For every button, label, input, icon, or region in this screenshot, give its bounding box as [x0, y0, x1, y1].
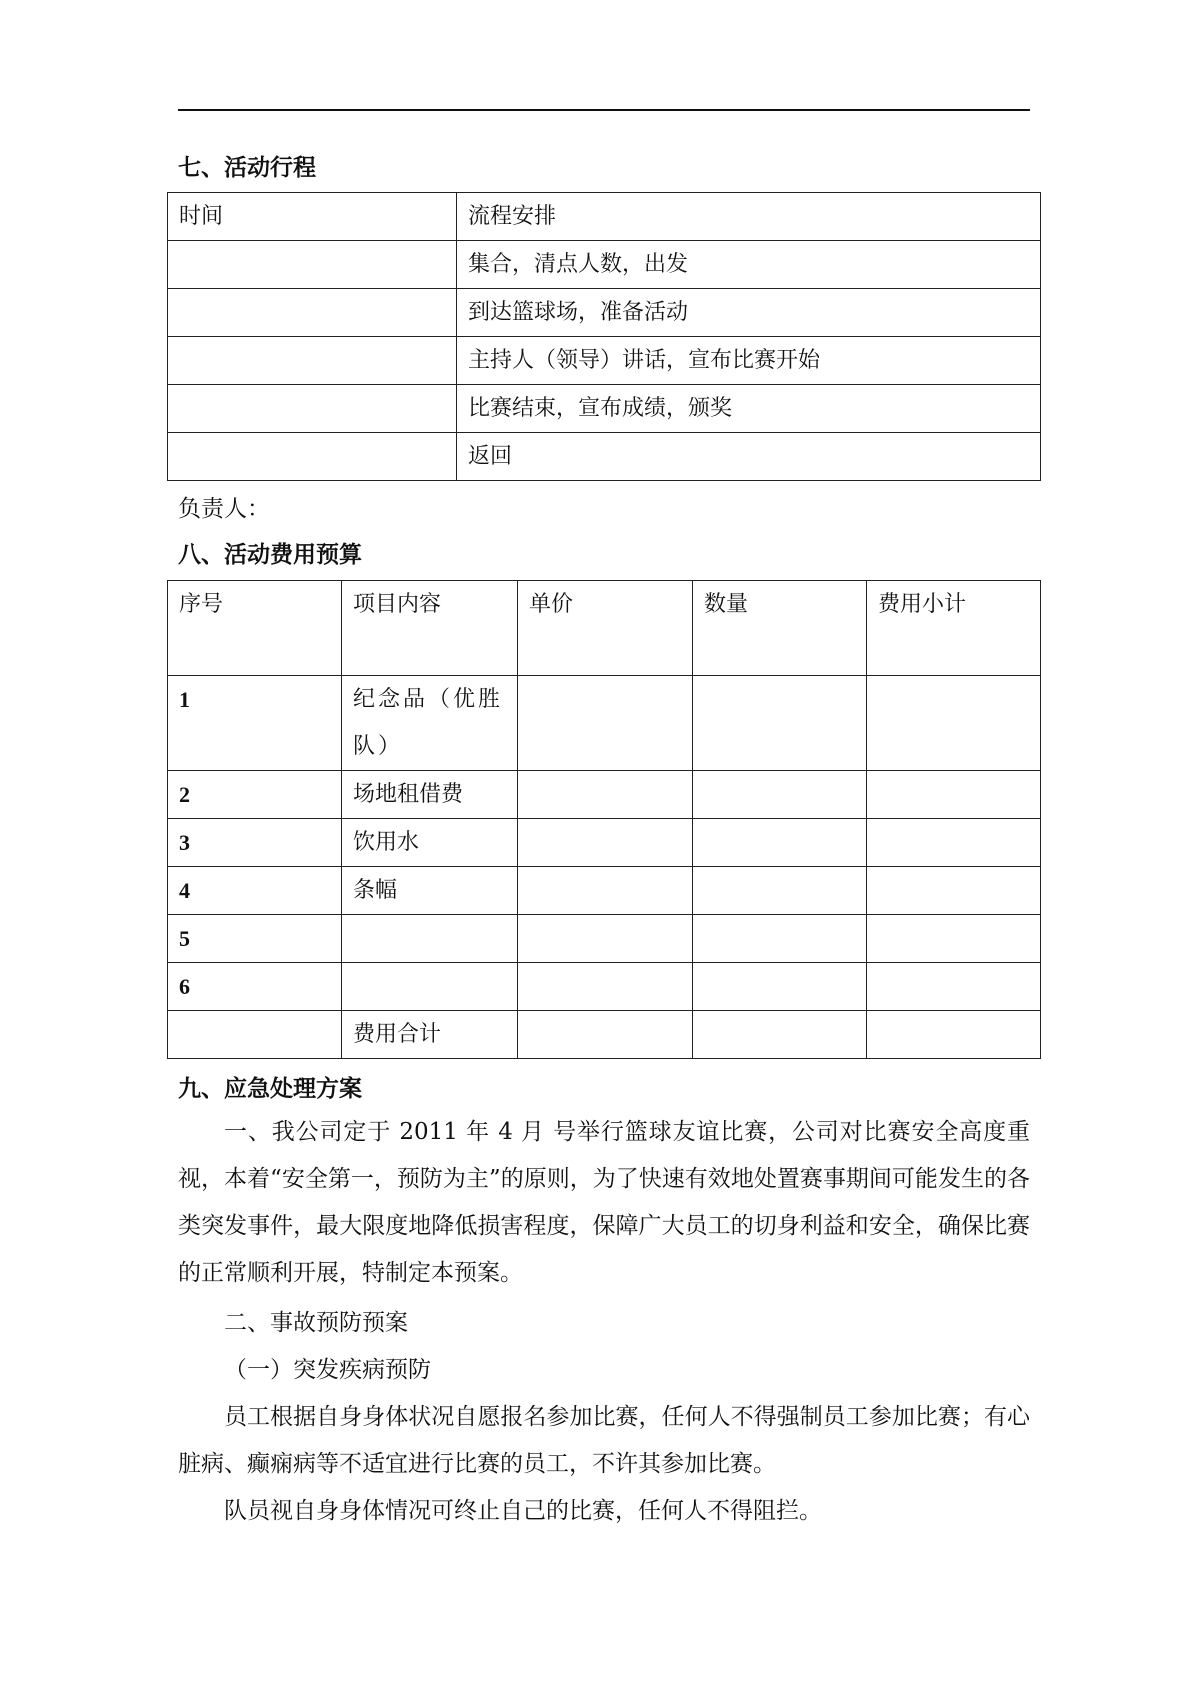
table-row [168, 289, 1041, 337]
table-header-row [168, 193, 1041, 241]
table-row [168, 385, 1041, 433]
unit-price-cell [518, 1011, 693, 1059]
schedule-table [167, 192, 1041, 481]
header-cell: 序号 [168, 581, 342, 676]
time-cell [168, 241, 457, 289]
paragraph-prevention-heading: 二、事故预防预案 [224, 1310, 408, 1336]
item-cell [342, 963, 518, 1011]
subtotal-cell [867, 676, 1041, 771]
section-9-title: 九、应急处理方案 [178, 1076, 362, 1102]
unit-price-cell [518, 676, 693, 771]
unit-price-cell [518, 915, 693, 963]
item-cell: 场地租借费 [342, 771, 518, 819]
unit-price-cell [518, 963, 693, 1011]
header-rule [178, 109, 1030, 111]
table-row [168, 915, 1041, 963]
total-label-cell: 费用合计 [342, 1011, 518, 1059]
table-row [168, 963, 1041, 1011]
quantity-cell [693, 915, 867, 963]
table-row [168, 771, 1041, 819]
header-cell: 时间 [168, 193, 457, 241]
subtotal-cell [867, 771, 1041, 819]
item-cell: 纪念品（优胜队） [342, 676, 518, 771]
item-cell: 条幅 [342, 867, 518, 915]
item-cell [342, 915, 518, 963]
unit-price-cell [518, 867, 693, 915]
table-row [168, 337, 1041, 385]
table-row [168, 241, 1041, 289]
header-cell: 项目内容 [342, 581, 518, 676]
time-cell [168, 289, 457, 337]
unit-price-cell [518, 771, 693, 819]
index-cell: 2 [168, 771, 342, 819]
subtotal-cell [867, 1011, 1041, 1059]
paragraph-voluntary: 员工根据自身身体状况自愿报名参加比赛，任何人不得强制员工参加比赛；有心脏病、癫痫病等不适宜进行比赛的员工，不许其参加比赛。 [178, 1404, 1030, 1477]
activity-cell: 比赛结束，宣布成绩，颁奖 [457, 385, 1041, 433]
table-header-row [168, 581, 1041, 676]
index-cell: 5 [168, 915, 342, 963]
header-cell: 数量 [693, 581, 867, 676]
paragraph-intro: 一、我公司定于 2011 年 4 月 号举行篮球友谊比赛，公司对比赛安全高度重视，本着“安全第一，预防为主”的原则，为了快速有效地处置赛事期间可能发生的各类突发事件，最大限度地降低损害程度，保障广大员工的切身利益和安全，确保比赛的正常顺利开展，特制定本预案。 [178, 1119, 1030, 1286]
header-cell: 流程安排 [457, 193, 1041, 241]
quantity-cell [693, 819, 867, 867]
responsible-person-label: 负责人： [178, 496, 270, 522]
subtotal-cell [867, 819, 1041, 867]
table-row [168, 433, 1041, 481]
activity-cell: 返回 [457, 433, 1041, 481]
subtotal-cell [867, 963, 1041, 1011]
quantity-cell [693, 867, 867, 915]
activity-cell: 集合，清点人数，出发 [457, 241, 1041, 289]
subtotal-cell [867, 867, 1041, 915]
index-cell: 3 [168, 819, 342, 867]
quantity-cell [693, 676, 867, 771]
index-cell: 4 [168, 867, 342, 915]
table-row [168, 867, 1041, 915]
paragraph-illness-heading: （一）突发疾病预防 [224, 1357, 431, 1383]
table-row [168, 819, 1041, 867]
quantity-cell [693, 1011, 867, 1059]
time-cell [168, 433, 457, 481]
section-8-title: 八、活动费用预算 [178, 542, 362, 568]
table-row [168, 676, 1041, 771]
index-cell: 1 [168, 676, 342, 771]
index-cell [168, 1011, 342, 1059]
activity-cell: 主持人（领导）讲话，宣布比赛开始 [457, 337, 1041, 385]
header-cell: 费用小计 [867, 581, 1041, 676]
budget-table [167, 580, 1041, 1059]
subtotal-cell [867, 915, 1041, 963]
quantity-cell [693, 771, 867, 819]
unit-price-cell [518, 819, 693, 867]
section-7-title: 七、活动行程 [178, 155, 316, 181]
time-cell [168, 337, 457, 385]
paragraph-self-stop: 队员视自身身体情况可终止自己的比赛，任何人不得阻拦。 [224, 1498, 822, 1524]
header-cell: 单价 [518, 581, 693, 676]
activity-cell: 到达篮球场，准备活动 [457, 289, 1041, 337]
quantity-cell [693, 963, 867, 1011]
time-cell [168, 385, 457, 433]
table-total-row [168, 1011, 1041, 1059]
index-cell: 6 [168, 963, 342, 1011]
item-cell: 饮用水 [342, 819, 518, 867]
